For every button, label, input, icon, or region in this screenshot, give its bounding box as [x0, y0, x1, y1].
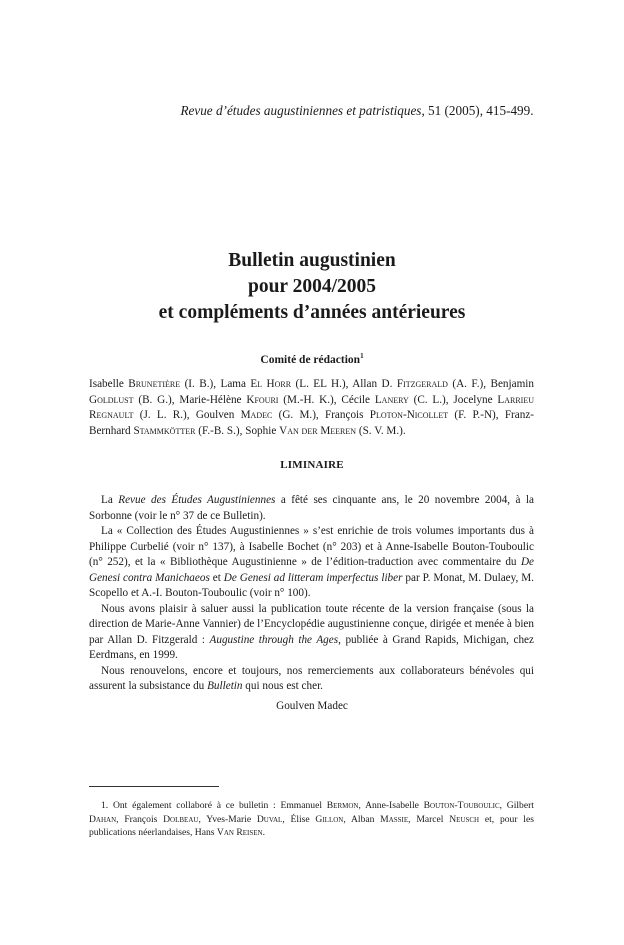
- member: Benjamin Goldlust (B. G.),: [89, 378, 534, 406]
- contributor: Hans Van Reisen.: [194, 827, 265, 839]
- title-line-2: pour 2004/2005: [247, 276, 377, 297]
- member: Jocelyne Larrieu Regnault (J. L. R.),: [89, 393, 534, 422]
- paragraph-1: La Revue des Études Augustiniennes a fêté ses cinquante ans, le 20 novembre 2004, à la Sorbonne (voir le n° 37 de ce Bulletin).: [89, 494, 535, 522]
- member: Cécile Lanery (C. L.),: [341, 393, 454, 406]
- member: Sophie Van der Meeren (S. V. M.).: [245, 424, 406, 437]
- bulletin-title: [0, 248, 624, 326]
- journal-citation: , 51 (2005), 415-499.: [421, 103, 534, 118]
- journal-header: [0, 103, 624, 119]
- contributor: Gilbert Dahan,: [89, 800, 534, 825]
- committee-members: [89, 377, 534, 439]
- signature: Goulven Madec: [276, 700, 348, 712]
- footnote-divider: [89, 786, 219, 787]
- journal-title: Revue d’études augustiniennes et patristiques: [180, 103, 422, 118]
- paragraph-2: La « Collection des Études Augustiniennes » s’est enrichie de trois volumes importants dus à Philippe Curbelié (voir n° 137), à Isabelle Bochet (n° 203) et à Anne-Isabelle Bouton-Touboulic (n° 252), et la « Bibliothèque Augustinienne » de l’édition-traduction avec commentaire du De Genesi contra Manichaeos et De Genesi ad litteram imperfectus liber par P. Monat, M. Dulaey, M. Scopello et A.-I. Bouton-Touboulic (voir n° 100).: [89, 525, 534, 599]
- contributor: Alban Massie,: [350, 813, 417, 825]
- section-heading-liminaire: LIMINAIRE: [280, 459, 344, 471]
- member: Goulven Madec (G. M.),: [195, 409, 325, 422]
- member: Allan D. Fitzgerald (A. F.),: [352, 378, 491, 390]
- contributor: Élise Gillon,: [290, 813, 351, 825]
- paragraph-4: Nous renouvelons, encore et toujours, nos remerciements aux collaborateurs bénévoles qui assurent la subsistance du Bulletin qui nous est cher.: [89, 664, 534, 692]
- committee-heading: [0, 349, 624, 367]
- committee-heading-text: Comité de rédaction: [260, 354, 361, 366]
- contributor: Yves-Marie Duval,: [206, 813, 291, 825]
- contributor: Anne-Isabelle Bouton-Touboulic,: [365, 800, 507, 811]
- member: Franz-Bernhard Stammkötter (F.-B. S.),: [89, 409, 535, 437]
- member: Lama El Horr (L. EL H.),: [220, 378, 353, 390]
- member: François Ploton-Nicollet (F. P.-N),: [324, 409, 505, 422]
- title-line-3: et compléments d’années antérieures: [158, 302, 466, 323]
- title-line-1: Bulletin augustinien: [228, 250, 396, 271]
- footnote-1: 1. Ont également collaboré à ce bulletin : Emmanuel Bermon, Anne-Isabelle Bouton-Touboulic, Gilbert Dahan, François Dolbeau, Yves-Marie Duval, Élise Gillon, Alban Massie, Marcel Neusch et, pour les publications néerlandaises, Hans Van Reisen.: [89, 800, 534, 839]
- member: Isabelle Brunetière (I. B.),: [89, 378, 221, 390]
- contributor: Emmanuel Bermon,: [280, 800, 366, 811]
- liminaire-body: [89, 493, 534, 695]
- member: Marie-Hélène Kfouri (M.-H. K.),: [179, 393, 342, 406]
- footnote-marker[interactable]: 1: [360, 352, 364, 360]
- contributor: François Dolbeau,: [124, 813, 207, 825]
- paragraph-3: Nous avons plaisir à saluer aussi la publication toute récente de la version française (sous la direction de Marie-Anne Vannier) de l’Encyclopédie augustinienne conçue, dirigée et menée à bien par Allan D. Fitzgerald : Augustine through the Ages, publiée à Grand Rapids, Michigan, chez Eerdmans, en 1999.: [89, 602, 534, 661]
- contributor: Marcel Neusch et, pour les publications néerlandaises,: [89, 813, 534, 839]
